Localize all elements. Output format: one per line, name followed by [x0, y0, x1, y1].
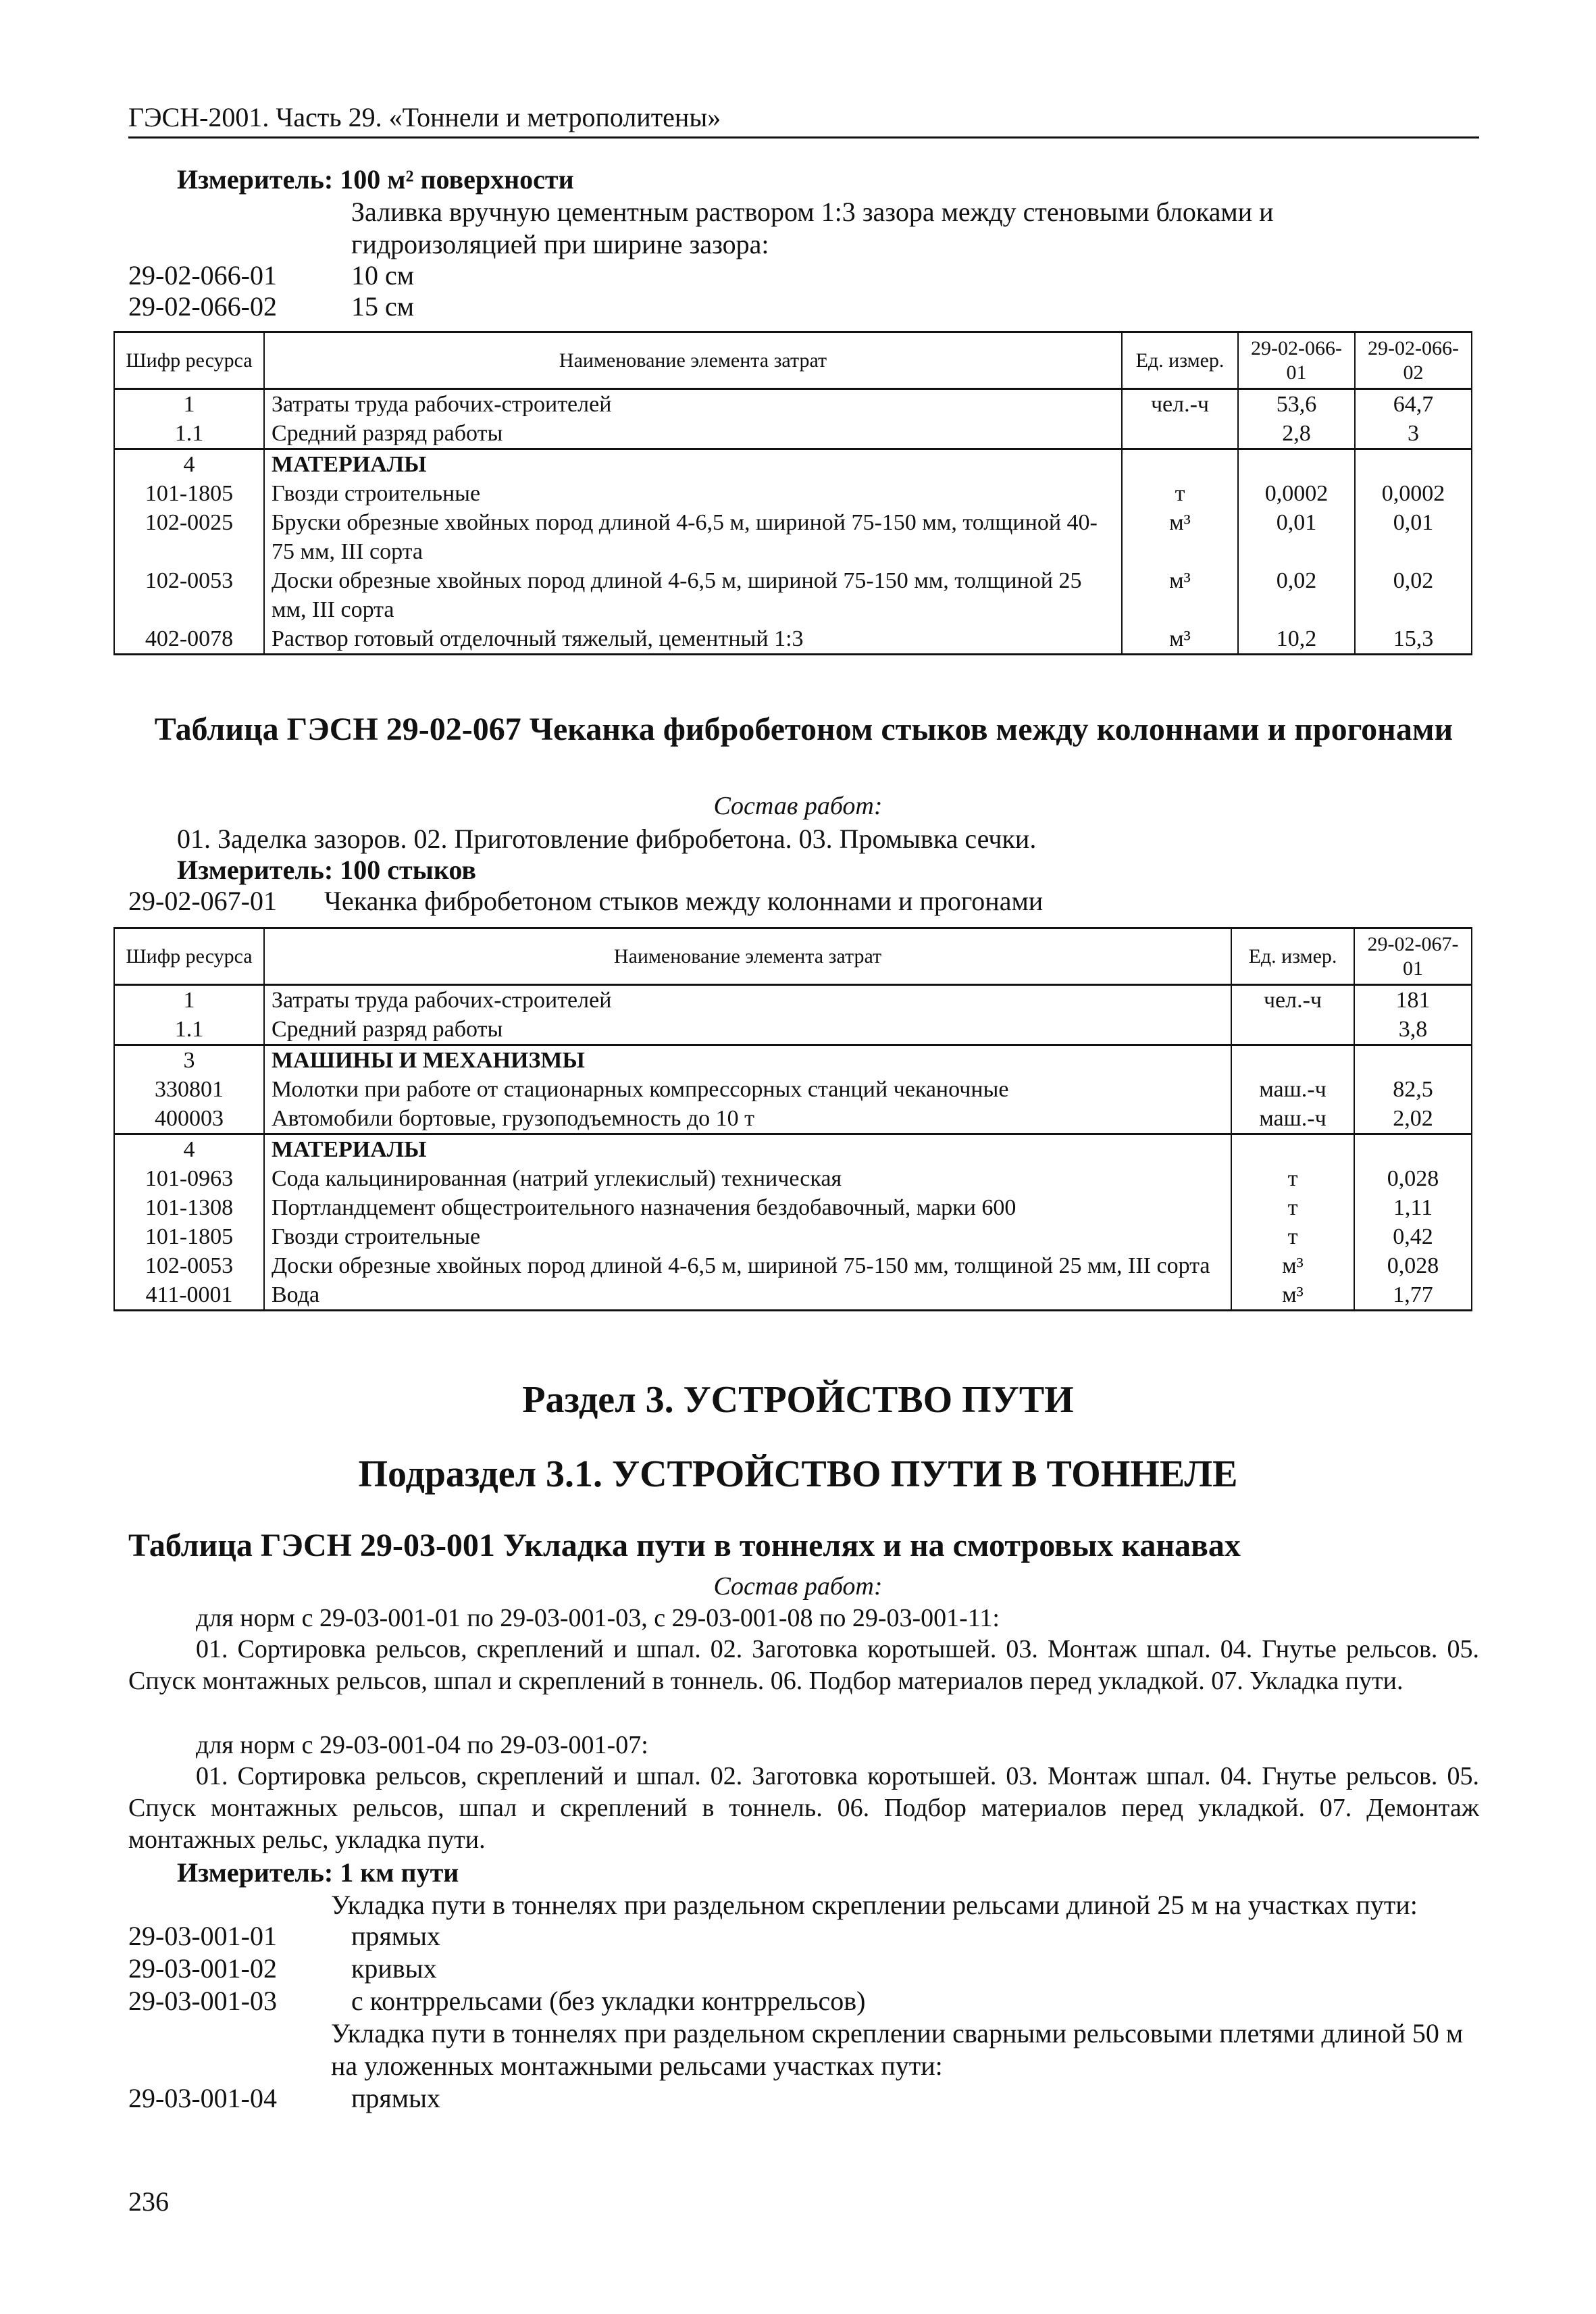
cell-code: 1.1	[114, 1015, 264, 1045]
works-label-001: Состав работ:	[713, 1572, 883, 1601]
cell-code: 330801	[114, 1075, 264, 1104]
norm-text: прямых	[351, 2083, 440, 2113]
norm-text: Чеканка фибробетоном стыков между колоннами и прогонами	[324, 886, 1044, 916]
table-row	[114, 566, 1472, 624]
cell-unit: м³	[1122, 508, 1238, 566]
page-number: 236	[128, 2186, 169, 2217]
cell-unit: м³	[1122, 566, 1238, 624]
table-row	[114, 1222, 1472, 1251]
cell-name: Автомобили бортовые, грузоподъемность до 10 т	[264, 1104, 1231, 1134]
cell-name: Средний разряд работы	[264, 419, 1122, 449]
table-row	[114, 1164, 1472, 1193]
cell-value: 1,77	[1354, 1280, 1472, 1311]
table-row	[114, 624, 1472, 655]
works-scope-2: для норм с 29-03-001-04 по 29-03-001-07:	[196, 1731, 648, 1759]
cell-unit	[1231, 1015, 1354, 1045]
cell-value: 2,8	[1238, 419, 1355, 449]
works-list-2: 01. Сортировка рельсов, скреплений и шпал. 02. Заготовка коротышей. 03. Монтаж шпал. 04. Гнутье рельсов. 05. Спуск монтажных рельсов, шпал и скреплений в тоннель. 06. Подбор материалов перед укладкой. 07. Демонтаж монтажных рельс, укладка пути.	[128, 1762, 1479, 1854]
table-row	[114, 449, 1472, 480]
cell-code: 1.1	[114, 419, 264, 449]
table-row	[114, 389, 1472, 420]
cell-unit: т	[1122, 479, 1238, 508]
cell-value: 3	[1355, 419, 1472, 449]
cell-name: Вода	[264, 1280, 1231, 1311]
cell-unit: м³	[1231, 1280, 1354, 1311]
cell-code: 1	[114, 985, 264, 1015]
cell-unit: чел.-ч	[1231, 985, 1354, 1015]
table-row	[114, 1075, 1472, 1104]
cell-value: 0,028	[1354, 1251, 1472, 1280]
cell-value: 15,3	[1355, 624, 1472, 655]
description-066: Заливка вручную цементным раствором 1:3 зазора между стеновыми блоками и гидроизоляцией при ширине зазора:	[351, 197, 1274, 259]
resource-table-066	[113, 331, 1472, 655]
cell-unit: маш.-ч	[1231, 1104, 1354, 1134]
table-row	[114, 1015, 1472, 1045]
header-name: Наименование элемента затрат	[264, 332, 1122, 389]
cell-value	[1355, 449, 1472, 480]
cell-name: Доски обрезные хвойных пород длиной 4-6,5 м, шириной 75-150 мм, толщиной 25 мм, III сорта	[264, 566, 1122, 624]
table-row	[114, 1104, 1472, 1134]
norm-code: 29-02-066-01	[128, 260, 277, 291]
group-heading-2: Укладка пути в тоннелях при раздельном скреплении сварными рельсовыми плетями длиной 50 м на уложенных монтажными рельсами участках пути:	[331, 2018, 1464, 2081]
table-row	[114, 1193, 1472, 1222]
cell-name: Гвозди строительные	[264, 479, 1122, 508]
cell-value: 0,0002	[1355, 479, 1472, 508]
header-unit: Ед. измер.	[1231, 928, 1354, 985]
table-title-067: Таблица ГЭСН 29-02-067 Чеканка фибробетоном стыков между колоннами и прогонами	[154, 711, 1453, 747]
cell-unit: м³	[1122, 624, 1238, 655]
norm-text: прямых	[351, 1921, 440, 1951]
group-heading: МАШИНЫ И МЕХАНИЗМЫ	[264, 1045, 1231, 1076]
cell-code: 101-1308	[114, 1193, 264, 1222]
header-code: Шифр ресурса	[114, 928, 264, 985]
cell-name: Портландцемент общестроительного назначения бездобавочный, марки 600	[264, 1193, 1231, 1222]
cell-code: 101-1805	[114, 1222, 264, 1251]
header-col-1: 29-02-066-01	[1238, 332, 1355, 389]
cell-code: 4	[114, 1134, 264, 1165]
table-row	[114, 1134, 1472, 1165]
table-row	[114, 419, 1472, 449]
norm-code: 29-02-066-02	[128, 291, 277, 322]
norm-code: 29-03-001-03	[128, 1986, 277, 2016]
cell-value: 1,11	[1354, 1193, 1472, 1222]
cell-unit	[1122, 449, 1238, 480]
cell-code: 1	[114, 389, 264, 420]
header-col-1: 29-02-067-01	[1354, 928, 1472, 985]
cell-unit: т	[1231, 1193, 1354, 1222]
cell-unit	[1231, 1045, 1354, 1076]
cell-name: Молотки при работе от стационарных компрессорных станций чеканочные	[264, 1075, 1231, 1104]
cell-name: Сода кальцинированная (натрий углекислый) техническая	[264, 1164, 1231, 1193]
cell-name: Бруски обрезные хвойных пород длиной 4-6,5 м, шириной 75-150 мм, толщиной 40-75 мм, III сорта	[264, 508, 1122, 566]
cell-value: 0,42	[1354, 1222, 1472, 1251]
cell-code: 4	[114, 449, 264, 480]
cell-value: 0,01	[1355, 508, 1472, 566]
cell-code: 411-0001	[114, 1280, 264, 1311]
cell-value: 3,8	[1354, 1015, 1472, 1045]
group-heading-1: Укладка пути в тоннелях при раздельном скреплении рельсами длиной 25 м на участках пути:	[331, 1890, 1418, 1920]
section-title: Раздел 3. УСТРОЙСТВО ПУТИ	[522, 1379, 1074, 1421]
header-rule	[128, 136, 1479, 139]
cell-value: 0,028	[1354, 1164, 1472, 1193]
norm-code: 29-03-001-04	[128, 2083, 277, 2113]
table-row	[114, 1045, 1472, 1076]
cell-value	[1238, 449, 1355, 480]
running-header: ГЭСН-2001. Часть 29. «Тоннели и метрополитены»	[128, 102, 721, 132]
cell-code: 102-0053	[114, 1251, 264, 1280]
norm-code: 29-02-067-01	[128, 886, 277, 916]
cell-name: Затраты труда рабочих-строителей	[264, 985, 1231, 1015]
table-title-001: Таблица ГЭСН 29-03-001 Укладка пути в тоннелях и на смотровых канавах	[128, 1528, 1241, 1563]
cell-value: 0,0002	[1238, 479, 1355, 508]
table-row	[114, 479, 1472, 508]
cell-name: Средний разряд работы	[264, 1015, 1231, 1045]
works-list-1: 01. Сортировка рельсов, скреплений и шпал. 02. Заготовка коротышей. 03. Монтаж шпал. 04. Гнутье рельсов. 05. Спуск монтажных рельсов, шпал и скреплений в тоннель. 06. Подбор материалов перед укладкой. 07. Укладка пути.	[128, 1635, 1479, 1695]
norm-code: 29-03-001-01	[128, 1921, 277, 1951]
table-row	[114, 1251, 1472, 1280]
group-heading: МАТЕРИАЛЫ	[264, 1134, 1231, 1165]
cell-code: 3	[114, 1045, 264, 1076]
header-unit: Ед. измер.	[1122, 332, 1238, 389]
cell-value: 53,6	[1238, 389, 1355, 420]
cell-unit: чел.-ч	[1122, 389, 1238, 420]
works-067: 01. Заделка зазоров. 02. Приготовление фибробетона. 03. Промывка сечки.	[177, 824, 1037, 854]
cell-unit	[1122, 419, 1238, 449]
cell-code: 101-1805	[114, 479, 264, 508]
cell-unit: т	[1231, 1222, 1354, 1251]
norm-code: 29-03-001-02	[128, 1953, 277, 1984]
cell-value: 10,2	[1238, 624, 1355, 655]
norm-text: 10 см	[351, 260, 415, 291]
cell-value: 0,01	[1238, 508, 1355, 566]
norm-text: 15 см	[351, 291, 415, 322]
cell-code: 101-0963	[114, 1164, 264, 1193]
cell-unit: маш.-ч	[1231, 1075, 1354, 1104]
subsection-title: Подраздел 3.1. УСТРОЙСТВО ПУТИ В ТОННЕЛЕ	[358, 1453, 1238, 1495]
cell-value: 0,02	[1355, 566, 1472, 624]
cell-code: 102-0053	[114, 566, 264, 624]
cell-value: 64,7	[1355, 389, 1472, 420]
cell-name: Гвозди строительные	[264, 1222, 1231, 1251]
cell-name: Затраты труда рабочих-строителей	[264, 389, 1122, 420]
cell-unit	[1231, 1134, 1354, 1165]
meter-001: Измеритель: 1 км пути	[177, 1857, 459, 1888]
group-heading: МАТЕРИАЛЫ	[264, 449, 1122, 480]
cell-code: 102-0025	[114, 508, 264, 566]
cell-name: Раствор готовый отделочный тяжелый, цементный 1:3	[264, 624, 1122, 655]
cell-value: 181	[1354, 985, 1472, 1015]
works-scope-1: для норм с 29-03-001-01 по 29-03-001-03, с 29-03-001-08 по 29-03-001-11:	[196, 1604, 1000, 1632]
cell-value: 82,5	[1354, 1075, 1472, 1104]
header-col-2: 29-02-066-02	[1355, 332, 1472, 389]
meter-067: Измеритель: 100 стыков	[177, 855, 476, 885]
cell-value	[1354, 1045, 1472, 1076]
cell-code: 402-0078	[114, 624, 264, 655]
norm-text: кривых	[351, 1953, 437, 1984]
table-header-row	[114, 332, 1472, 389]
meter-066: Измеритель: 100 м² поверхности	[177, 164, 574, 195]
norm-text: с контррельсами (без укладки контррельсов)	[351, 1986, 866, 2016]
works-label-067: Состав работ:	[713, 792, 883, 820]
cell-unit: т	[1231, 1164, 1354, 1193]
resource-table-067	[113, 927, 1472, 1311]
cell-unit: м³	[1231, 1251, 1354, 1280]
table-row	[114, 985, 1472, 1015]
header-name: Наименование элемента затрат	[264, 928, 1231, 985]
table-row	[114, 508, 1472, 566]
cell-name: Доски обрезные хвойных пород длиной 4-6,5 м, шириной 75-150 мм, толщиной 25 мм, III сорта	[264, 1251, 1231, 1280]
header-code: Шифр ресурса	[114, 332, 264, 389]
cell-value: 2,02	[1354, 1104, 1472, 1134]
cell-code: 400003	[114, 1104, 264, 1134]
cell-value: 0,02	[1238, 566, 1355, 624]
table-row	[114, 1280, 1472, 1311]
table-header-row	[114, 928, 1472, 985]
cell-value	[1354, 1134, 1472, 1165]
